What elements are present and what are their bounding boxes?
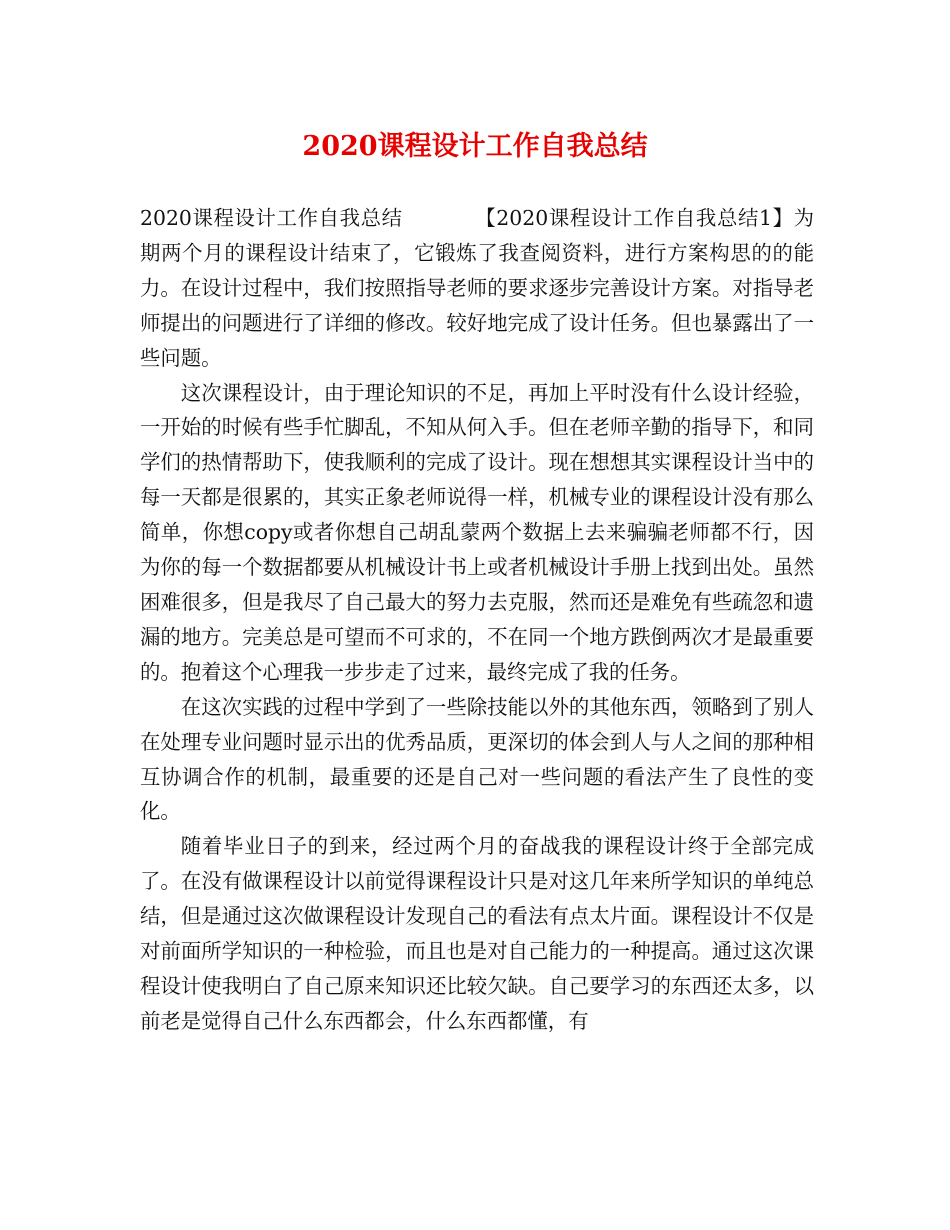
paragraph-intro [140,201,814,376]
paragraph-4: 随着毕业日子的到来，经过两个月的奋战我的课程设计终于全部完成了。在没有做课程设计以前觉得课程设计只是对这几年来所学知识的单纯总结，但是通过这次做课程设计发现自己的看法有点太片面。课程设计不仅是对前面所学知识的一种检验，而且也是对自己能力的一种提高。通过这次课程设计使我明白了自己原来知识还比较欠缺。自己要学习的东西还太多，以前老是觉得自己什么东西都会，什么东西都懂，有 [140,834,814,1033]
intro-label: 2020课程设计工作自我总结 [140,206,403,230]
page-title: 2020课程设计工作自我总结 [302,131,648,162]
paragraph-1-text: 为期两个月的课程设计结束了，它锻炼了我查阅资料，进行方案构思的的能力。在设计过程中，我们按照指导老师的要求逐步完善设计方案。对指导老师提出的问题进行了详细的修改。较好地完成了设计任务。但也暴露出了一些问题。 [140,206,814,370]
document-body [140,201,814,1039]
intro-section-heading: 【2020课程设计工作自我总结1】 [474,206,794,230]
paragraph-2: 这次课程设计，由于理论知识的不足，再加上平时没有什么设计经验，一开始的时候有些手忙脚乱，不知从何入手。但在老师辛勤的指导下，和同学们的热情帮助下，使我顺利的完成了设计。现在想想其实课程设计当中的每一天都是很累的，其实正象老师说得一样，机械专业的课程设计没有那么简单，你想copy或者你想自己胡乱蒙两个数据上去来骗骗老师都不行，因为你的每一个数据都要从机械设计书上或者机械设计手册上找到出处。虽然困难很多，但是我尽了自己最大的努力去克服，然而还是难免有些疏忽和遗漏的地方。完美总是可望而不可求的，不在同一个地方跌倒两次才是最重要的。抱着这个心理我一步步走了过来，最终完成了我的任务。 [140,380,814,684]
paragraph-3: 在这次实践的过程中学到了一些除技能以外的其他东西，领略到了别人在处理专业问题时显示出的优秀品质，更深切的体会到人与人之间的那种相互协调合作的机制，最重要的还是自己对一些问题的看法产生了良性的变化。 [140,694,814,824]
